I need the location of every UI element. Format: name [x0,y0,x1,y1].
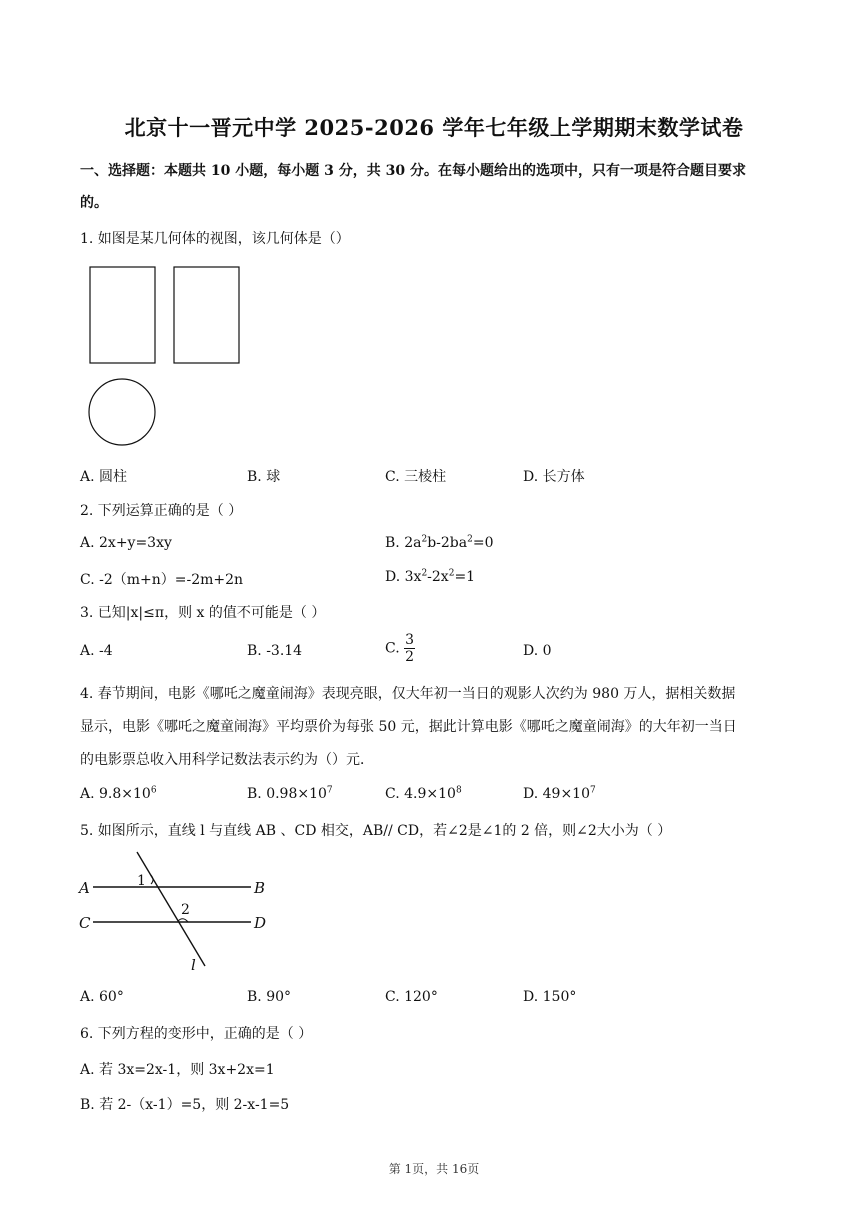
side-view-rect [174,267,239,363]
label-d: D [254,914,267,932]
line-l [137,852,205,966]
question-3-stem: 3. 已知|x|≤π，则 x 的值不可能是（ ） [80,605,326,621]
question-5-stem: 5. 如图所示，直线 l 与直线 AB 、CD 相交，AB// CD，若∠2是∠1的 2 倍，则∠2大小为（ ） [80,823,672,839]
label-angle-1: 1 [137,873,146,889]
label-l: l [191,956,196,974]
q3-option-a: A. -4 [80,643,113,659]
q1-option-a: A. 圆柱 [80,469,128,485]
q4-option-b: B. $0.98\times 10^7$ [247,785,333,802]
q1-option-d: D. 长方体 [523,469,585,485]
q4-option-c: C. $4.9\times 10^8$ [385,785,462,802]
question-1-stem: 1. 如图是某几何体的视图，该几何体是（） [80,231,350,247]
fraction: $\frac{3}{2}$ [405,632,415,665]
q1-option-b: B. 球 [247,469,281,485]
front-view-rect [90,267,155,363]
page-footer: 第 1页，共 16页 [388,1162,480,1176]
question-4-line3: 的电影票总收入用科学记数法表示约为（）元． [80,752,374,768]
q5-option-a: A. 60° [80,989,124,1005]
q5-option-c: C. 120° [385,989,438,1005]
q3-option-b: B. -3.14 [247,643,303,659]
q3-option-d: D. 0 [523,643,552,659]
label-c: C [79,914,91,932]
q6-option-b: B. 若 2-（x-1）=5，则 2-x-1=5 [80,1097,290,1113]
q5-option-d: D. 150° [523,989,577,1005]
q4-option-a: A. $9.8\times 10^6$ [80,785,157,802]
page-title: 北京十一晋元中学 2025-2026 学年七年级上学期期末数学试卷 [124,115,744,140]
section-heading-cont: 的。 [80,195,108,211]
parallel-lines-figure [75,846,275,976]
q5-option-b: B. 90° [247,989,292,1005]
question-4-line2: 显示，电影《哪吒之魔童闹海》平均票价为每张 50 元，据此计算电影《哪吒之魔童闹海》的大年初一当日 [80,719,737,735]
label-a: A [79,879,90,897]
question-6-stem: 6. 下列方程的变形中，正确的是（ ） [80,1026,313,1042]
question-2-stem: 2. 下列运算正确的是（ ） [80,503,243,519]
q2-option-d: D. $3x^2-2x^2=1$ [385,568,476,585]
label-angle-2: 2 [181,902,190,918]
three-view-figure [85,262,255,450]
label-b: B [254,879,266,897]
q2-option-b: B. $2a^2b-2ba^2=0$ [385,534,494,551]
section-heading: 一、选择题：本题共 10 小题，每小题 3 分，共 30 分。在每小题给出的选项中，只有一项是符合题目要求 [80,163,746,179]
question-4-line1: 4. 春节期间，电影《哪吒之魔童闹海》表现亮眼，仅大年初一当日的观影人次约为 980 万人，据相关数据 [80,686,736,702]
q6-option-a: A. 若 3x=2x-1，则 3x+2x=1 [80,1062,275,1078]
top-view-circle [89,379,155,445]
q2-option-c: C. -2（m+n）=-2m+2n [80,572,244,588]
q1-option-c: C. 三棱柱 [385,469,447,485]
q2-option-a: A. 2x+y=3xy [80,535,172,551]
q3-option-c: C. $\frac{3}{2}$ [385,632,415,665]
q4-option-d: D. $49\times 10^7$ [523,785,596,802]
